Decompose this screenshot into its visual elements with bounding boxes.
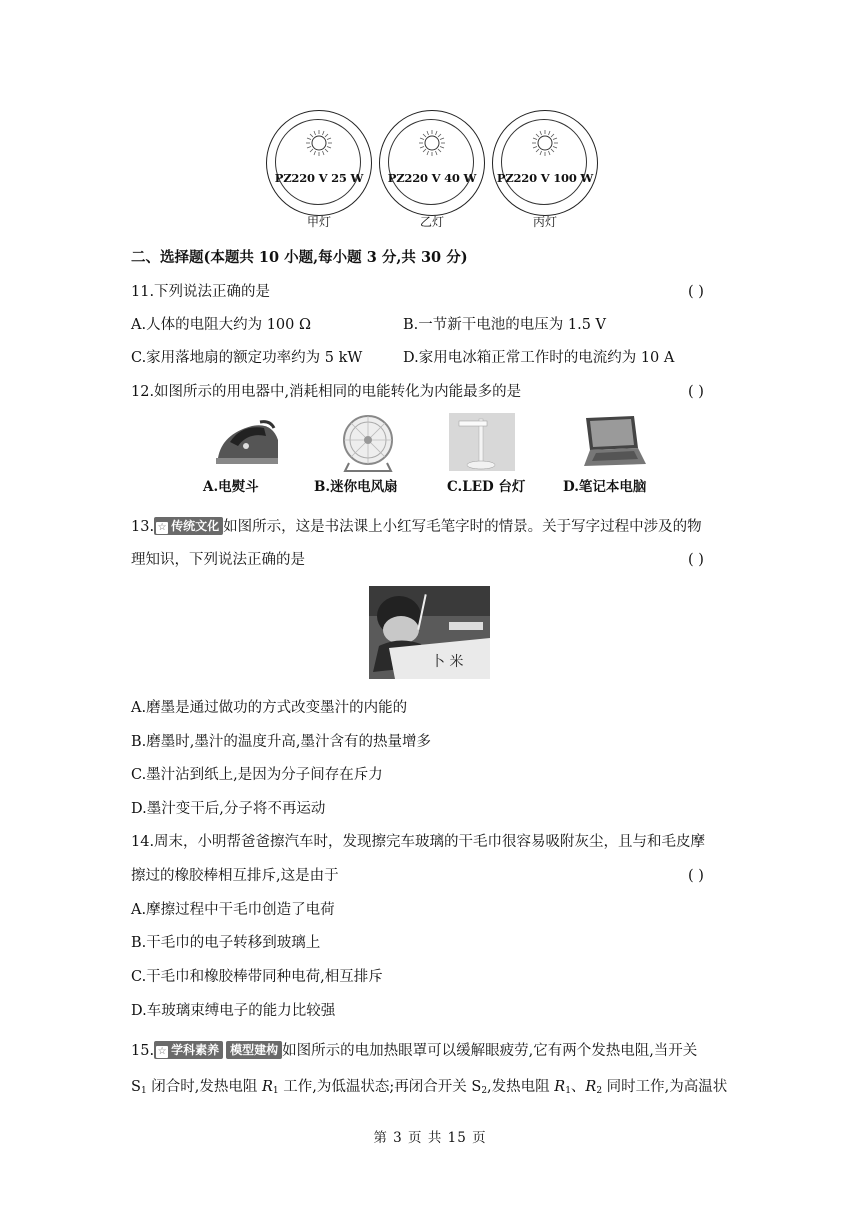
question-number: 13. (131, 519, 155, 535)
answer-bracket: ( ) (688, 284, 704, 300)
question-number: 15. (131, 1043, 155, 1059)
question-15-stem-text: 如图所示的电加热眼罩可以缓解眼疲劳,它有两个发热电阻,当开关 (282, 1043, 698, 1059)
bulb-icon (417, 128, 447, 158)
lamp-spec: PZ220 V 25 W (274, 171, 364, 185)
bulb-icon (304, 128, 334, 158)
option-b: B.磨墨时,墨汁的温度升高,墨汁含有的热量增多 (131, 734, 431, 750)
answer-bracket: ( ) (688, 868, 704, 884)
question-14-line1: 14.周末，小明帮爸爸擦汽车时，发现擦完车玻璃的干毛巾很容易吸附灰尘，且与和毛皮摩 (131, 834, 706, 850)
appliance-caption: D.笔记本电脑 (563, 479, 647, 495)
answer-bracket: ( ) (688, 384, 704, 400)
option-c: C.家用落地扇的额定功率约为 5 kW (131, 350, 363, 366)
lamp-bing-figure (492, 110, 598, 216)
option-d: D.车玻璃束缚电子的能力比较强 (131, 1003, 336, 1019)
question-11-stem: 11.下列说法正确的是 (131, 284, 271, 300)
answer-bracket: ( ) (688, 552, 704, 568)
option-c: C.墨汁沾到纸上,是因为分子间存在斥力 (131, 767, 383, 783)
svg-text:卜 米: 卜 米 (431, 654, 464, 670)
option-b: B.干毛巾的电子转移到玻璃上 (131, 935, 321, 951)
lamp-spec: PZ220 V 40 W (387, 171, 477, 185)
lamp-caption: 甲灯 (306, 215, 331, 229)
option-b: B.一节新干电池的电压为 1.5 V (403, 317, 607, 333)
lamp-jia-figure (266, 110, 372, 216)
question-13-stem-text: 如图所示，这是书法课上小红写毛笔字时的情景。关于写字过程中涉及的物 (223, 519, 702, 535)
star-icon: ☆ (157, 1046, 167, 1057)
tag-model-building: 模型建构 (226, 1041, 282, 1059)
lamp-yi-figure (379, 110, 485, 216)
laptop-image (576, 414, 648, 470)
mini-fan-image (335, 413, 401, 473)
option-d: D.墨汁变干后,分子将不再运动 (131, 801, 326, 817)
option-c: C.干毛巾和橡胶棒带同种电荷,相互排斥 (131, 969, 383, 985)
option-a: A.人体的电阻大约为 100 Ω (131, 317, 311, 333)
calligraphy-photo (369, 586, 490, 679)
appliance-caption: C.LED 台灯 (447, 479, 526, 495)
question-12-stem: 12.如图所示的用电器中,消耗相同的电能转化为内能最多的是 (131, 384, 522, 400)
question-14-line2: 擦过的橡胶棒相互排斥,这是由于 (131, 868, 339, 884)
tag-subject-literacy: ☆ 学科素养 (154, 1041, 223, 1059)
tag-traditional-culture: ☆ 传统文化 (154, 517, 223, 535)
question-15-line1 (131, 1041, 697, 1061)
appliance-caption: A.电熨斗 (203, 479, 259, 495)
appliance-caption: B.迷你电风扇 (314, 479, 398, 495)
star-icon: ☆ (157, 522, 167, 533)
lamp-caption: 丙灯 (532, 215, 557, 229)
question-13-line2: 理知识，下列说法正确的是 (131, 552, 305, 568)
electric-iron-image (212, 416, 282, 470)
section-heading: 二、选择题(本题共 10 小题,每小题 3 分,共 30 分) (131, 249, 468, 266)
option-a: A.摩擦过程中干毛巾创造了电荷 (131, 902, 335, 918)
page-footer: 第 3 页 共 15 页 (373, 1130, 487, 1146)
lamp-caption: 乙灯 (419, 215, 444, 229)
bulb-icon (530, 128, 560, 158)
led-desk-lamp-image (449, 413, 515, 471)
option-a: A.磨墨是通过做功的方式改变墨汁的内能的 (131, 700, 408, 716)
lamp-spec: PZ220 V 100 W (496, 171, 594, 185)
option-d: D.家用电冰箱正常工作时的电流约为 10 A (403, 350, 675, 366)
question-13-line1 (131, 517, 702, 537)
question-15-line2: $S_1$ 闭合时,发热电阻 $R_1$ 工作,为低温状态;再闭合开关 $S_2$,发热电阻 $R_1$、$R_2$ 同时工作,为高温状 (131, 1079, 728, 1096)
